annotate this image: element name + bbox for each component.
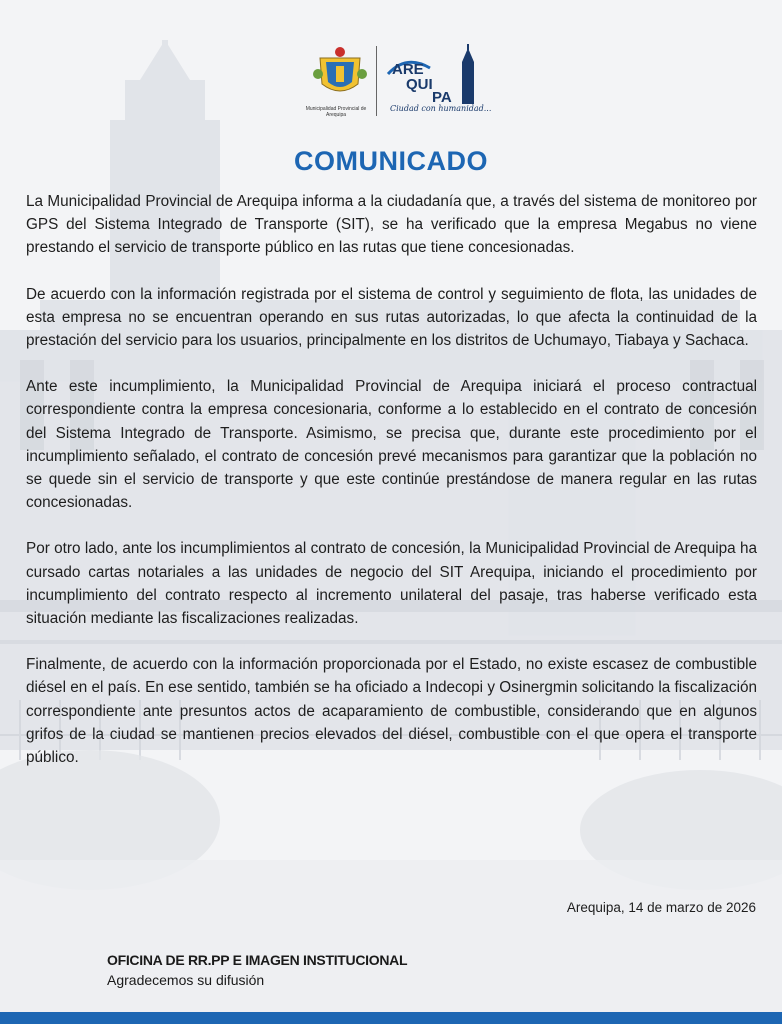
brand-line-3: PA [432,89,452,106]
thanks-note: Agradecemos su difusión [107,972,265,988]
header-logos [300,40,500,120]
slogan: Ciudad con humanidad... [390,104,492,113]
paragraph-3: Ante este incumplimiento, la Municipalidad Provincial de Arequipa iniciará el proceso contractual correspondiente contra la empresa concesionaria, conforme a lo establecido en el contrato de concesión del Sistema Integrado de Transporte. Asimismo, se precisa que, durante este procedimiento por el incumplimiento señalado, el contrato de concesión prevé mecanismos para garantizar que la población no se quede sin el servicio de transporte y que este continúe prestándose de manera regular en las rutas concesionadas. [26,378,757,512]
brand-line-2: QUI [406,76,433,93]
arequipa-brand-logo [386,44,486,108]
bottom-accent-bar [0,1012,782,1024]
crest-label: Municipalidad Provincial de Arequipa [305,106,367,118]
communique-body [26,190,757,792]
page-title: COMUNICADO [294,146,488,176]
municipal-crest-icon [312,44,368,100]
office-name: OFICINA DE RR.PP E IMAGEN INSTITUCIONAL [107,952,408,968]
church-tower-icon [462,44,474,104]
paragraph-4: Por otro lado, ante los incumplimientos al contrato de concesión, la Municipalidad Provincial de Arequipa ha cursado cartas notariales a las unidades de negocio del SIT Arequipa, iniciando el procedimiento por incumplimiento del contrato respecto al incremento unilateral del pasaje, tras haberse verificado esta situación mediante las fiscalizaciones realizadas. [26,540,757,628]
brand-line-1: ARE [392,61,424,78]
issue-date: Arequipa, 14 de marzo de 2026 [566,900,756,915]
logo-divider [376,46,377,116]
paragraph-5: Finalmente, de acuerdo con la información proporcionada por el Estado, no existe escasez de combustible diésel en el país. En ese sentido, también se ha oficiado a Indecopi y Osinergmin solicitando la fiscalización correspondiente ante presuntos actos de acaparamiento de combustible, considerando que en algunos grifos de la ciudad se mantienen precios elevados del diésel, combustible con el que opera el transporte público. [26,656,757,767]
paragraph-2: De acuerdo con la información registrada por el sistema de control y seguimiento de flota, las unidades de esta empresa no se encuentran operando en sus rutas autorizadas, lo que afecta la continuidad de la prestación del servicio para los usuarios, principalmente en los distritos de Uchumayo, Tiabaya y Sachaca. [26,285,757,350]
paragraph-1: La Municipalidad Provincial de Arequipa informa a la ciudadanía que, a través del sistema de monitoreo por GPS del Sistema Integrado de Transporte (SIT), se ha verificado que la empresa Megabus no viene prestando el servicio de transporte público en las rutas que tiene concesionadas. [26,193,757,257]
